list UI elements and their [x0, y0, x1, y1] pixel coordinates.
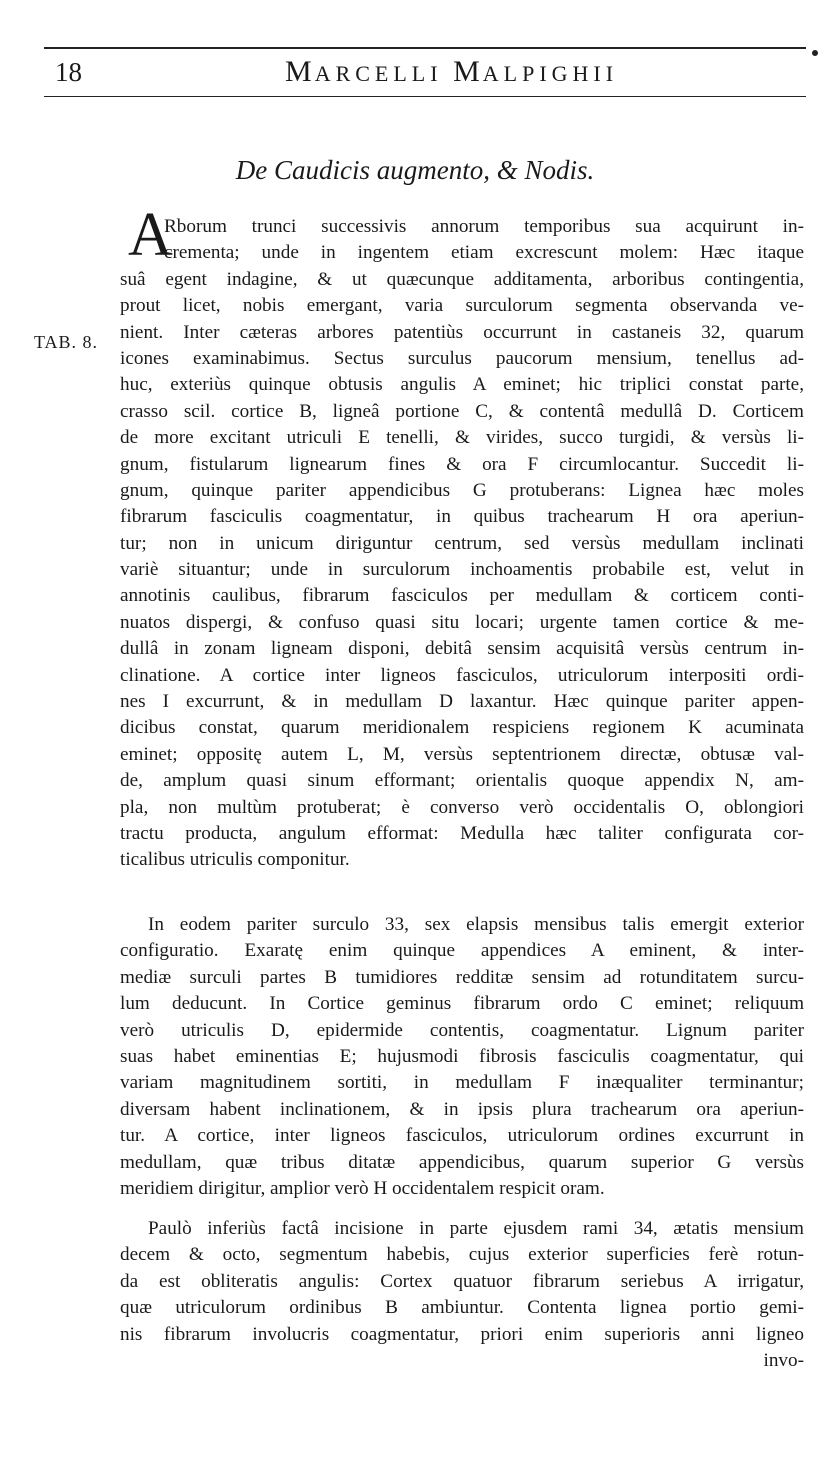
- text-line: nient. Inter cæteras arbores patentiùs occurrunt in castaneis 32, quarum: [120, 321, 804, 343]
- running-head-initial-2: M: [453, 55, 483, 88]
- text-line: verò utriculis D, epidermide contentis, coagmentatur. Lignum pariter: [120, 1019, 804, 1041]
- printer-mark-dot: [812, 50, 818, 56]
- text-line: nes I excurrunt, & in medullam D laxantur. Hæc quinque pariter appen-: [120, 691, 804, 713]
- text-line: nis fibrarum involucris coagmentatur, priori enim superioris anni ligneo: [120, 1323, 804, 1345]
- text-line: icones examinabimus. Sectus surculus paucorum mensium, tenellus ad-: [120, 347, 804, 369]
- text-line: quæ utriculorum ordinibus B ambiuntur. Contenta lignea portio gemi-: [120, 1297, 804, 1319]
- text-line: suâ egent indagine, & ut quæcunque additamenta, arboribus contingentia,: [120, 268, 804, 290]
- text-line: de more excitant utriculi E tenelli, & virides, succo turgidi, & versùs li-: [120, 427, 804, 449]
- running-head-word-2: ALPIGHII: [482, 61, 619, 86]
- text-line: eminet; oppositę autem L, M, versùs septentrionem directæ, obtusæ val-: [120, 743, 804, 765]
- paragraph-2: [120, 912, 804, 1202]
- running-head-word-1: ARCELLI: [314, 61, 443, 86]
- text-line: gnum, quinque pariter appendicibus G protuberans: Lignea hæc moles: [120, 479, 804, 501]
- text-line: mediæ surculi partes B tumidiores redditæ sensim ad rotunditatem surcu-: [120, 966, 804, 988]
- text-line: medullam, quæ tribus ditatæ appendicibus, quarum superior G versùs: [120, 1151, 804, 1173]
- text-line: pla, non multùm protuberat; è converso verò occidentalis O, oblongiori: [120, 796, 804, 818]
- text-line: annotinis caulibus, fibrarum fasciculos per medullam & corticem conti-: [120, 585, 804, 607]
- section-title: De Caudicis augmento, & Nodis.: [235, 155, 595, 185]
- text-line: tractu producta, angulum efformat: Medulla hæc taliter configurata cor-: [120, 822, 804, 844]
- header-bottom-rule: [44, 96, 806, 97]
- text-line: dullâ in zonam ligneam disponi, debitâ sensim acquisitâ versùs centrum in-: [120, 638, 804, 660]
- text-line: da est obliteratis angulis: Cortex quatuor fibrarum seriebus A irrigatur,: [120, 1270, 804, 1292]
- drop-capital: A: [128, 201, 173, 269]
- text-line: variè situantur; unde in surculorum inchoamentis probabile est, velut in: [120, 559, 804, 581]
- text-line: configuratio. Exaratę enim quinque appendices A eminent, & inter-: [120, 940, 804, 962]
- text-line: tur; non in unicum diriguntur centrum, sed versùs medullam inclinati: [120, 532, 804, 554]
- text-line: Paulò inferiùs factâ incisione in parte ejusdem rami 34, ætatis mensium: [148, 1218, 804, 1239]
- text-line: diversam habent inclinationem, & in ipsis plura trachearum ora aperiun-: [120, 1098, 804, 1120]
- text-line: nuatos dispergi, & confuso quasi situ locari; urgente tamen cortice & me-: [120, 611, 804, 633]
- text-line: ticalibus utriculis componitur.: [120, 849, 350, 871]
- text-line: fibrarum fasciculis coagmentatur, in quibus trachearum H ora aperiun-: [120, 506, 804, 528]
- text-line: huc, exteriùs quinque obtusis angulis A eminet; hic triplici constat parte,: [120, 374, 804, 396]
- text-line: tur. A cortice, inter ligneos fasciculos, utriculorum ordines excurrunt in: [120, 1125, 804, 1147]
- text-line: clinatione. A cortice inter ligneos fasciculos, utriculorum interpositi ordi-: [120, 664, 804, 686]
- text-line: prout licet, nobis emergant, varia surculorum segmenta observanda ve-: [120, 295, 804, 317]
- page-number: 18: [55, 57, 82, 87]
- running-head: [285, 55, 618, 91]
- text-line: variam magnitudinem sortiti, in medullam F inæqualiter terminantur;: [120, 1072, 804, 1094]
- text-line: gnum, fistularum lignearum fines & ora F circumlocantur. Succedit li-: [120, 453, 804, 475]
- paragraph-3: [120, 1216, 804, 1374]
- text-line: dicibus constat, quarum meridionalem respiciens regionem K acuminata: [120, 717, 804, 739]
- text-line: crementa; unde in ingentem etiam excrescunt molem: Hæc itaque: [164, 242, 804, 264]
- text-line: decem & octo, segmentum habebis, cujus exterior superficies ferè rotun-: [120, 1244, 804, 1266]
- text-line: suas habet eminentias E; hujusmodi fibrosis fasciculis coagmentatur, qui: [120, 1045, 804, 1067]
- running-head-initial-1: M: [285, 55, 315, 88]
- header-top-rule: [44, 47, 806, 49]
- text-line: lum deducunt. In Cortice geminus fibrarum ordo C eminet; reliquum: [120, 993, 804, 1015]
- text-line: crasso scil. cortice B, ligneâ portione C, & contentâ medullâ D. Corticem: [120, 400, 804, 422]
- paragraph-1: [120, 214, 804, 874]
- text-line: de, amplum quasi sinum efformant; orientalis quoque appendix N, am-: [120, 770, 804, 792]
- text-line: Rborum trunci successivis annorum temporibus sua acquirunt in-: [164, 216, 804, 237]
- text-line: meridiem dirigitur, amplior verò H occidentalem respicit oram.: [120, 1177, 605, 1199]
- text-line: In eodem pariter surculo 33, sex elapsis mensibus talis emergit exterior: [148, 914, 804, 935]
- catchword: invo-: [763, 1349, 804, 1371]
- margin-note-plate-reference: TAB. 8.: [34, 332, 99, 352]
